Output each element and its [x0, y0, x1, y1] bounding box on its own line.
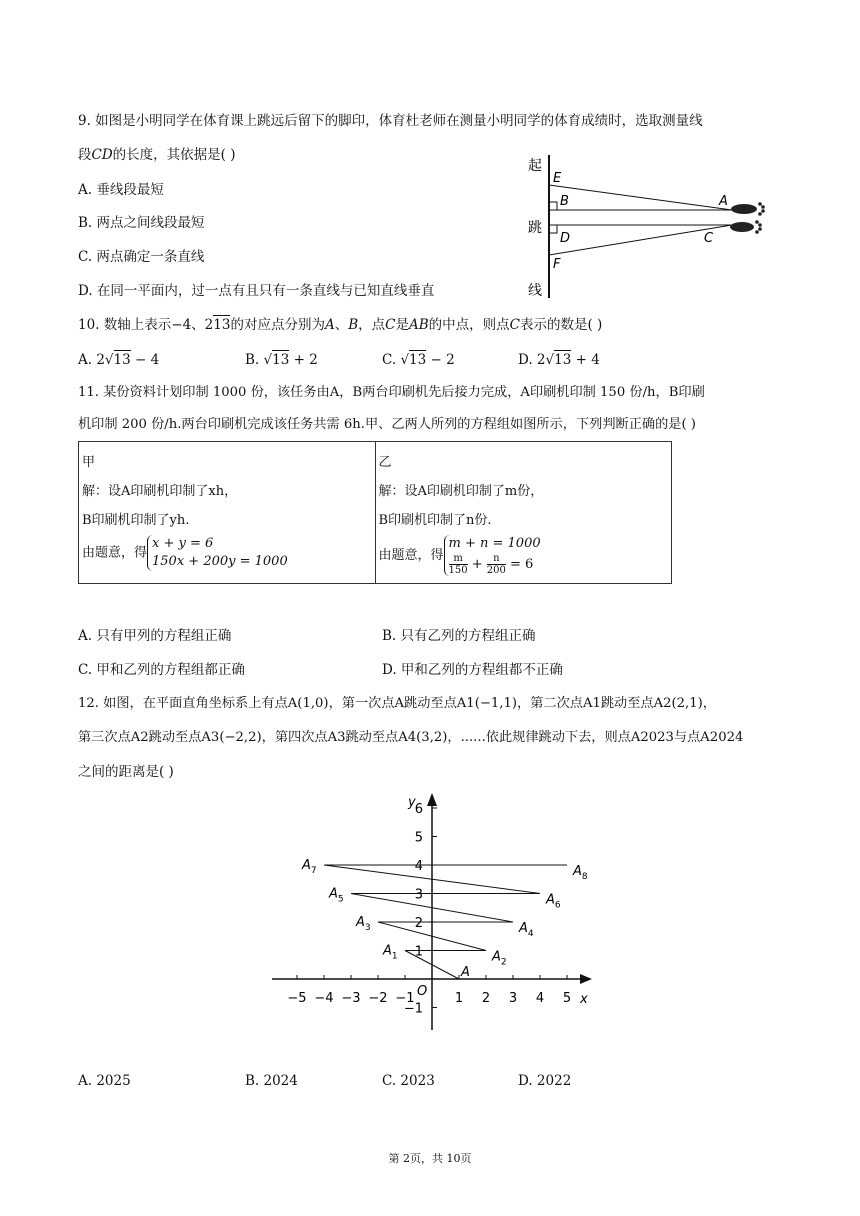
jia-line1: 解：设A印刷机印制了xh， [82, 484, 238, 499]
y-tick-label: 5 [414, 830, 423, 846]
fig12-group [272, 793, 592, 1030]
side-text-xian: 线 [528, 283, 542, 299]
point-label-6: $A_6$ [546, 892, 561, 911]
q12-option-d[interactable]: D. 2022 [518, 1073, 572, 1089]
q9-stem-line1: 9. 如图是小明同学在体育课上跳远后留下的脚印，体育杜老师在测量小明同学的体育成绩时，选取测量线 [78, 113, 703, 129]
y-axis-label: y [408, 795, 416, 810]
point-label-8: $A_8$ [573, 864, 588, 882]
point-label-1: $A_1$ [383, 943, 398, 962]
page-footer: 第 2页，共 10页 [388, 1152, 472, 1165]
jia-line3: 由题意，得 x + y = 6 150x + 200y = 1000 [82, 536, 288, 569]
q10-option-c[interactable]: C. √13 − 2 [382, 352, 455, 368]
y-tick-label: 4 [414, 859, 423, 874]
point-label-7: $A_7$ [302, 858, 317, 876]
jia-equation-system: x + y = 6 150x + 200y = 1000 [147, 535, 288, 571]
point-label-2: $A_2$ [492, 949, 507, 968]
q11-option-a[interactable]: A. 只有甲列的方程组正确 [78, 628, 232, 644]
x-tick-label: 2 [481, 991, 491, 1006]
yi-equation-system: m + n = 1000 $\frac{m}{150}$ + $\frac{n}{200}$ = 6 [444, 535, 541, 576]
q10-stem: 10. 数轴上表示−4、213的对应点分别为A、B，点C是AB的中点，则点C表示的数是( ) [78, 317, 603, 333]
q10-option-d[interactable]: D. 2√13 + 4 [518, 352, 600, 368]
y-axis-arrow [427, 793, 437, 806]
q9-stem-line2: 段CD的长度，其依据是( ) [78, 147, 236, 163]
q11-option-b[interactable]: B. 只有乙列的方程组正确 [382, 628, 536, 644]
q10-option-b[interactable]: B. √13 + 2 [245, 352, 318, 368]
yi-line3: 由题意，得 m + n = 1000 $\frac{m}{150}$ + $\frac{n}{200}$ = 6 [378, 536, 541, 576]
q11-option-d[interactable]: D. 甲和乙列的方程组都不正确 [382, 662, 563, 678]
origin-label: O [417, 984, 428, 999]
jia-line2: B印刷机印制了yh. [82, 513, 190, 528]
y-tick-label: 2 [414, 916, 423, 931]
q11-option-c[interactable]: C. 甲和乙列的方程组都正确 [78, 662, 245, 678]
x-tick-label: −1 [395, 991, 415, 1006]
q12-stem-line1: 12. 如图，在平面直角坐标系上有点A(1,0)，第一次点A跳动至点A1(−1,1)，第二次点A1跳动至点A2(2,1)， [78, 696, 716, 711]
yi-line1: 解：设A印刷机印制了m份， [378, 484, 544, 499]
point-e: E [553, 171, 562, 186]
q12-option-c[interactable]: C. 2023 [382, 1073, 435, 1089]
q11-stem-line2: 机印制 200 份/h.两台印刷机完成该任务共需 6h.甲、乙两人所列的方程组如图所示，下列判断正确的是( ) [78, 417, 696, 432]
side-text-tiao: 跳 [528, 220, 542, 236]
x-tick-label: 3 [508, 991, 518, 1006]
x-tick-label: 1 [454, 991, 464, 1006]
q9-option-a[interactable]: A. 垂线段最短 [78, 182, 164, 198]
q11-stem-line1: 11. 某份资料计划印制 1000 份，该任务由A，B两台印刷机先后接力完成，A印刷机印制 150 份/h，B印刷 [78, 385, 705, 400]
point-label-4: $A_4$ [519, 921, 534, 939]
q12-stem-line2: 第三次点A2跳动至点A3(−2,2)，第四次点A3跳动至点A4(3,2)，......依此规律跳动下去，则点A2023与点A2024 [78, 730, 744, 745]
point-label-a: A [461, 965, 470, 980]
x-tick-label: −4 [314, 991, 334, 1006]
x-axis-arrow [580, 974, 592, 984]
q12-option-b[interactable]: B. 2024 [245, 1073, 298, 1089]
q12-stem-line3: 之间的距离是( ) [78, 764, 174, 780]
y-tick-label: 1 [414, 944, 423, 960]
point-f: F [553, 257, 561, 272]
y-tick-label: −1 [403, 1001, 423, 1017]
q10-option-a[interactable]: A. 2√13 − 4 [78, 352, 160, 368]
point-b: B [560, 194, 569, 209]
point-a: A [719, 194, 728, 209]
x-tick-label: 5 [562, 991, 572, 1006]
yi-title: 乙 [378, 455, 392, 470]
point-d: D [560, 231, 571, 246]
q9-option-b[interactable]: B. 两点之间线段最短 [78, 215, 205, 231]
jia-title: 甲 [82, 455, 96, 470]
side-text-qi: 起 [528, 158, 542, 174]
point-c: C [704, 231, 714, 246]
x-tick-label: 4 [535, 991, 545, 1006]
x-tick-label: −3 [341, 991, 361, 1006]
x-axis-label: x [580, 992, 588, 1007]
point-label-5: $A_5$ [329, 886, 344, 905]
x-tick-label: −2 [368, 991, 388, 1006]
y-tick-label: 3 [414, 887, 423, 903]
y-tick-label: 6 [414, 802, 423, 817]
yi-line2: B印刷机印制了n份. [378, 513, 492, 528]
q9-option-c[interactable]: C. 两点确定一条直线 [78, 249, 205, 265]
point-label-3: $A_3$ [356, 915, 371, 933]
x-tick-label: −5 [287, 991, 307, 1006]
q9-option-d[interactable]: D. 在同一平面内，过一点有且只有一条直线与已知直线垂直 [78, 283, 435, 299]
q12-option-a[interactable]: A. 2025 [78, 1073, 131, 1089]
